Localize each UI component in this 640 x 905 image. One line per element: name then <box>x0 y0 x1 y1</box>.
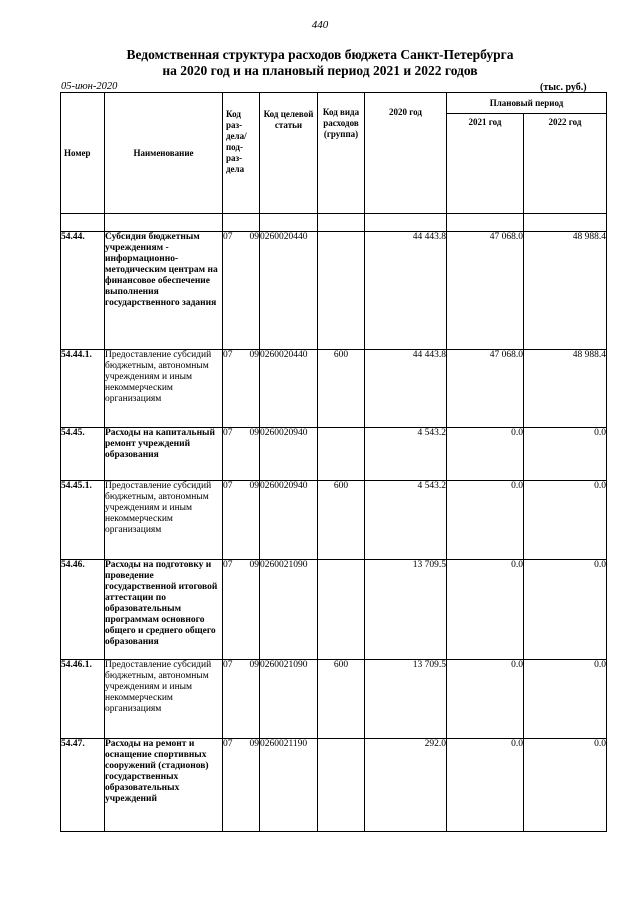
row-value-2022: 48 988.4 <box>524 350 607 428</box>
row-target-code: 0260020940 <box>260 428 318 481</box>
row-value-2021: 0.0 <box>447 560 524 660</box>
header-planned-period: Плановый период <box>447 93 607 114</box>
row-section-code <box>223 481 260 560</box>
row-value-2022: 0.0 <box>524 739 607 832</box>
row-expense-type <box>318 232 365 350</box>
header-year-2021: 2021 год <box>447 114 524 214</box>
row-target-code: 0260020440 <box>260 232 318 350</box>
row-name: Предоставление субсидий бюджетным, автономным учреждениям и иным некоммерческим организациям <box>105 660 223 739</box>
row-number: 54.44.1. <box>61 350 105 428</box>
table-row <box>61 428 607 481</box>
header-year-2022: 2022 год <box>524 114 607 214</box>
row-expense-type <box>318 739 365 832</box>
row-section: 07 <box>223 350 233 360</box>
row-section-code <box>223 232 260 350</box>
header-year-2020: 2020 год <box>365 93 447 214</box>
row-number: 54.45. <box>61 428 105 481</box>
page-number: 440 <box>311 19 329 31</box>
table-row <box>61 660 607 739</box>
row-number: 54.46.1. <box>61 660 105 739</box>
row-value-2021: 0.0 <box>447 481 524 560</box>
row-value-2020: 292.0 <box>365 739 447 832</box>
row-value-2021: 47 068.0 <box>447 232 524 350</box>
row-name: Расходы на подготовку и проведение государственной итоговой аттестации по образовательным программам основного общего и среднего общего образования <box>105 560 223 660</box>
table-row <box>61 739 607 832</box>
row-value-2022: 0.0 <box>524 660 607 739</box>
document-date: 05-июн-2020 <box>61 81 118 92</box>
row-subsection: 09 <box>249 739 259 749</box>
row-expense-type: 600 <box>318 660 365 739</box>
row-expense-type: 600 <box>318 350 365 428</box>
document-title <box>0 47 640 79</box>
row-number: 54.44. <box>61 232 105 350</box>
row-name: Расходы на ремонт и оснащение спортивных сооружений (стадионов) государственных образовательных учреждений <box>105 739 223 832</box>
row-value-2020: 44 443.8 <box>365 350 447 428</box>
spacer-row <box>61 214 607 232</box>
title-line-2: на 2020 год и на плановый период 2021 и 2022 годов <box>162 63 478 78</box>
row-section: 07 <box>223 660 233 670</box>
row-value-2021: 0.0 <box>447 739 524 832</box>
row-subsection: 09 <box>249 232 259 242</box>
row-expense-type: 600 <box>318 481 365 560</box>
row-target-code: 0260021190 <box>260 739 318 832</box>
row-target-code: 0260020440 <box>260 350 318 428</box>
row-value-2022: 0.0 <box>524 560 607 660</box>
row-target-code: 0260021090 <box>260 660 318 739</box>
row-name: Расходы на капитальный ремонт учреждений образования <box>105 428 223 481</box>
header-section-code: Код раз-дела/ под-раз-дела <box>223 93 260 214</box>
row-section-code <box>223 660 260 739</box>
table-row <box>61 481 607 560</box>
header-name: Наименование <box>105 93 223 214</box>
row-target-code: 0260021090 <box>260 560 318 660</box>
row-subsection: 09 <box>249 481 259 491</box>
header-target-code: Код целевой статьи <box>260 93 318 214</box>
row-value-2022: 48 988.4 <box>524 232 607 350</box>
title-line-1: Ведомственная структура расходов бюджета Санкт-Петербурга <box>126 47 514 62</box>
row-section: 07 <box>223 428 233 438</box>
table-row <box>61 560 607 660</box>
row-value-2021: 0.0 <box>447 660 524 739</box>
row-section-code <box>223 350 260 428</box>
row-name: Предоставление субсидий бюджетным, автономным учреждениям и иным некоммерческим организациям <box>105 350 223 428</box>
row-value-2020: 13 709.5 <box>365 660 447 739</box>
row-value-2020: 4 543.2 <box>365 481 447 560</box>
row-number: 54.46. <box>61 560 105 660</box>
row-section: 07 <box>223 481 233 491</box>
row-value-2020: 4 543.2 <box>365 428 447 481</box>
table-row <box>61 350 607 428</box>
row-subsection: 09 <box>249 428 259 438</box>
row-section-code <box>223 428 260 481</box>
row-section-code <box>223 739 260 832</box>
row-value-2020: 44 443.8 <box>365 232 447 350</box>
row-subsection: 09 <box>249 350 259 360</box>
row-name: Предоставление субсидий бюджетным, автономным учреждениям и иным некоммерческим организациям <box>105 481 223 560</box>
row-value-2021: 0.0 <box>447 428 524 481</box>
row-value-2021: 47 068.0 <box>447 350 524 428</box>
row-value-2020: 13 709.5 <box>365 560 447 660</box>
row-name: Субсидия бюджетным учреждениям - информационно-методическим центрам на финансовое обеспечение выполнения государственного задания <box>105 232 223 350</box>
row-target-code: 0260020940 <box>260 481 318 560</box>
table-row <box>61 232 607 350</box>
row-section: 07 <box>223 560 233 570</box>
header-expense-type: Код вида расходов (группа) <box>318 93 365 214</box>
row-number: 54.47. <box>61 739 105 832</box>
row-subsection: 09 <box>249 660 259 670</box>
row-section-code <box>223 560 260 660</box>
header-number: Номер <box>61 93 105 214</box>
units-label: (тыс. руб.) <box>540 82 587 93</box>
row-value-2022: 0.0 <box>524 481 607 560</box>
budget-table <box>60 92 607 832</box>
row-value-2022: 0.0 <box>524 428 607 481</box>
row-subsection: 09 <box>249 560 259 570</box>
row-number: 54.45.1. <box>61 481 105 560</box>
row-section: 07 <box>223 739 233 749</box>
row-expense-type <box>318 428 365 481</box>
row-section: 07 <box>223 232 233 242</box>
row-expense-type <box>318 560 365 660</box>
